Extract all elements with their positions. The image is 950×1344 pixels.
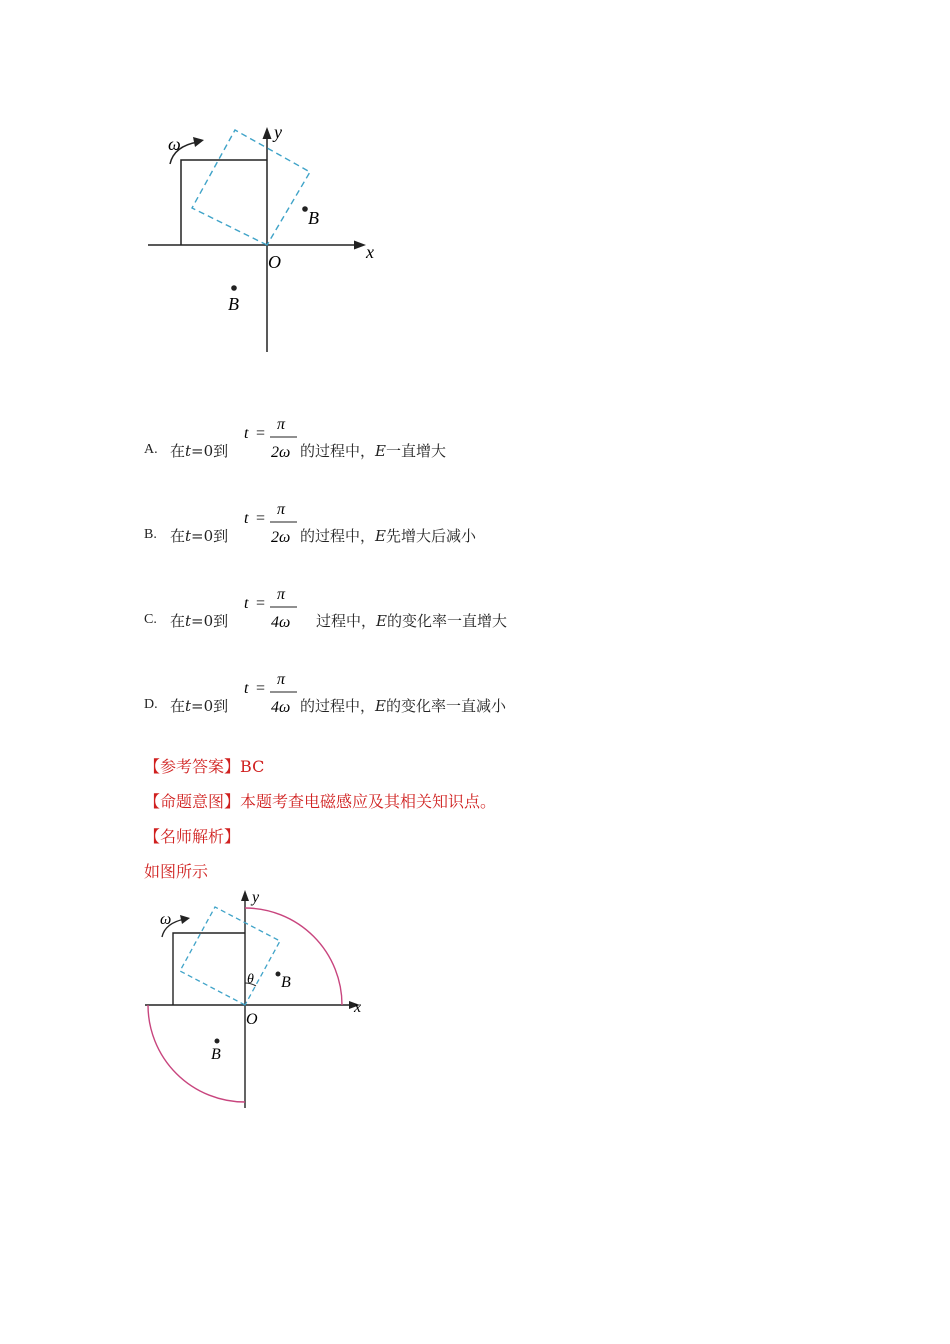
omega-label: ω [168,134,181,154]
dashed-rotated-square [192,130,310,245]
svg-text:=: = [256,680,266,697]
option-prefix: 在t=0到 [170,612,229,630]
svg-text:t: t [244,680,249,697]
analysis-line-1: 如图所示 [144,862,209,881]
y-axis-arrow-icon [241,890,249,901]
fraction [242,667,302,727]
field-dot-1 [276,972,281,977]
svg-text:π: π [277,416,286,433]
fraction [242,582,302,642]
intent-line: 【命题意图】本题考查电磁感应及其相关知识点。 [144,792,497,811]
field-dot-1 [302,206,308,212]
option-prefix: 在t=0到 [170,527,229,545]
option-label: A. [144,442,158,457]
rotation-arrow-head-icon [193,137,204,147]
option-suffix: 的过程中，E先增大后减小 [300,527,476,545]
svg-text:π: π [277,671,286,688]
y-label: y [252,889,260,906]
svg-text:4ω: 4ω [271,614,291,631]
field-label-1: B [308,208,319,228]
y-axis-arrow-icon [263,127,272,139]
dashed-rotated-square [180,907,280,1005]
answer-line: 【参考答案】BC [144,757,265,776]
arc-first-quadrant [245,908,342,1005]
fraction [242,412,302,472]
svg-text:2ω: 2ω [271,529,291,546]
svg-text:=: = [256,595,266,612]
option-suffix: 过程中，E的变化率一直增大 [316,612,507,630]
fraction [242,497,302,557]
field-dot-2 [231,285,237,291]
option-a [144,412,744,472]
svg-text:π: π [277,586,286,603]
origin-label: O [246,1011,258,1028]
option-c [144,582,744,642]
option-label: B. [144,527,157,542]
option-label: D. [144,697,158,712]
svg-text:π: π [277,501,286,518]
x-axis-arrow-icon [354,241,366,250]
field-label-1: B [281,974,291,991]
option-prefix: 在t=0到 [170,697,229,715]
solid-square [173,933,245,1005]
svg-text:t: t [244,510,249,527]
svg-text:=: = [256,425,266,442]
svg-text:t: t [244,595,249,612]
y-label: y [274,122,282,142]
x-label: x [366,242,374,262]
field-dot-2 [215,1039,220,1044]
option-suffix: 的过程中，E一直增大 [300,442,446,460]
option-prefix: 在t=0到 [170,442,229,460]
analysis-title: 【名师解析】 [144,827,241,846]
field-label-2: B [228,294,239,314]
option-b [144,497,744,557]
svg-text:t: t [244,425,249,442]
field-label-2: B [211,1046,221,1063]
omega-label: ω [160,911,172,928]
origin-label: O [268,252,281,272]
theta-label: θ [247,972,254,987]
option-label: C. [144,612,157,627]
option-suffix: 的过程中，E的变化率一直减小 [300,697,506,715]
figure-solution [140,885,380,1115]
svg-text:4ω: 4ω [271,699,291,716]
solid-square [181,160,267,245]
option-d [144,667,744,727]
svg-text:2ω: 2ω [271,444,291,461]
x-label: x [354,999,362,1016]
rotation-arrow-head-icon [180,915,190,924]
svg-text:=: = [256,510,266,527]
arc-third-quadrant [148,1005,245,1102]
figure-rotating-square [140,120,400,360]
